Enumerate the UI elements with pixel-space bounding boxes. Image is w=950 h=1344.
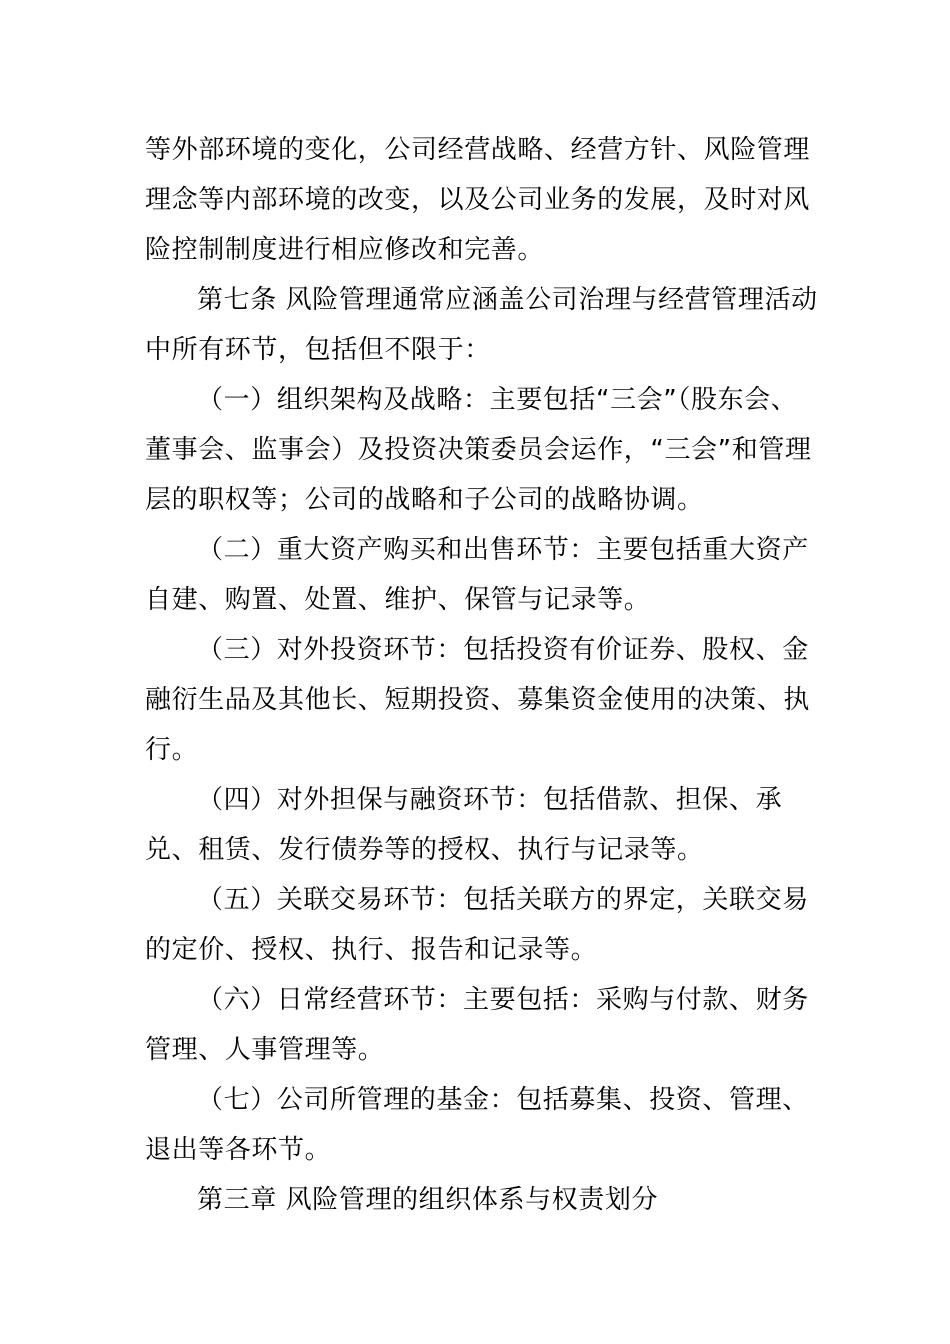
- text-line-5: 中所有环节，包括但不限于：: [145, 335, 491, 365]
- text-line-3: 险控制制度进行相应修改和完善。: [145, 235, 545, 265]
- item-7-line: （七）公司所管理的基金：包括募集、投资、管理、: [197, 1085, 809, 1115]
- item-3-line: （三）对外投资环节：包括投资有价证券、股权、金: [197, 635, 809, 665]
- text-line-13: 行。: [145, 735, 199, 765]
- text-line-8: 层的职权等；公司的战略和子公司的战略协调。: [145, 485, 704, 515]
- text-line-21: 退出等各环节。: [145, 1135, 332, 1165]
- item-1-line: （一）组织架构及战略：主要包括“三会”（股东会、: [197, 385, 798, 415]
- text-line-19: 管理、人事管理等。: [145, 1035, 385, 1065]
- item-6-line: （六）日常经营环节：主要包括：采购与付款、财务: [197, 985, 809, 1015]
- document-body: [145, 125, 818, 1225]
- item-2-line: （二）重大资产购买和出售环节：主要包括重大资产: [197, 535, 809, 565]
- text-line-12: 融衍生品及其他长、短期投资、募集资金使用的决策、执: [145, 685, 811, 715]
- text-line-2: 理念等内部环境的改变，以及公司业务的发展，及时对风: [145, 185, 811, 215]
- text-line-17: 的定价、授权、执行、报告和记录等。: [145, 935, 598, 965]
- chapter-3-title: 第三章 风险管理的组织体系与权责划分: [197, 1185, 659, 1215]
- item-5-line: （五）关联交易环节：包括关联方的界定，关联交易: [197, 885, 809, 915]
- article-7-heading-line: 第七条 风险管理通常应涵盖公司治理与经营管理活动: [197, 285, 818, 315]
- item-4-line: （四）对外担保与融资环节：包括借款、担保、承: [197, 785, 783, 815]
- text-line-15: 兑、租赁、发行债券等的授权、执行与记录等。: [145, 835, 704, 865]
- text-line-1: 等外部环境的变化，公司经营战略、经营方针、风险管理: [145, 135, 811, 165]
- text-line-10: 自建、购置、处置、维护、保管与记录等。: [145, 585, 651, 615]
- text-line-7: 董事会、监事会）及投资决策委员会运作，“三会”和管理: [145, 435, 812, 465]
